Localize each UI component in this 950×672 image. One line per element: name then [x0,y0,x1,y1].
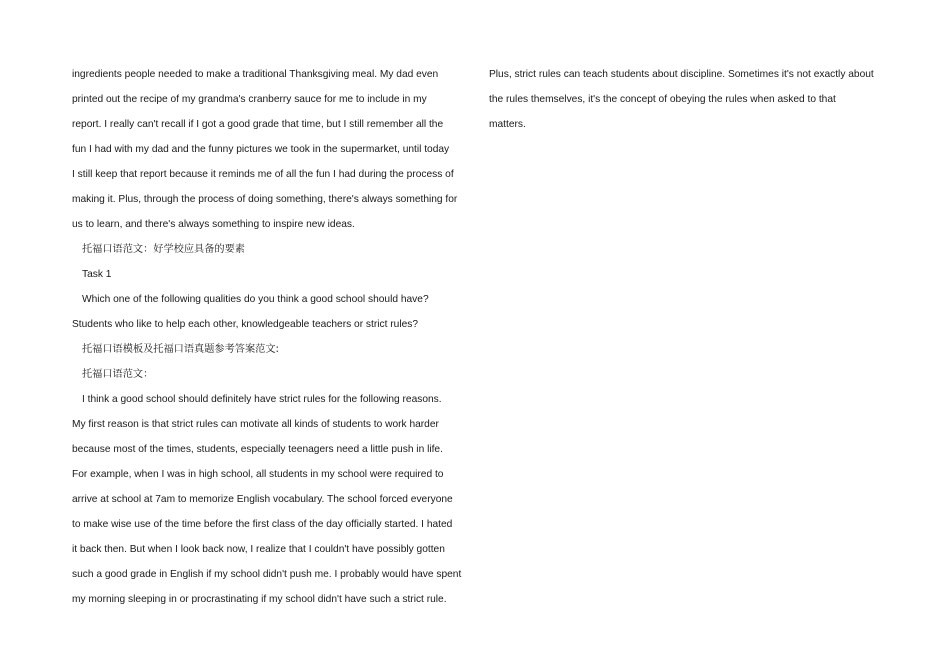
section-heading: 托福口语范文：好学校应具备的要素 [82,244,245,255]
left-column [72,62,464,612]
text-line: matters. [489,119,526,130]
text-line: For example, when I was in high school, all students in my school were required to [72,469,444,480]
text-line: such a good grade in English if my school didn't push me. I probably would have spent [72,569,462,580]
text-line: arrive at school at 7am to memorize English vocabulary. The school forced everyone [72,494,453,505]
text-line: it back then. But when I look back now, I realize that I couldn't have possibly gotten [72,544,445,555]
text-line: Plus, strict rules can teach students about discipline. Sometimes it's not exactly about [489,69,874,80]
text-line: my morning sleeping in or procrastinating if my school didn't have such a strict rule. [72,594,447,605]
question-line: Which one of the following qualities do you think a good school should have? [82,294,429,305]
text-line: us to learn, and there's always something to inspire new ideas. [72,219,355,230]
text-line: I think a good school should definitely have strict rules for the following reasons. [82,394,442,405]
question-line: Students who like to help each other, knowledgeable teachers or strict rules? [72,319,419,330]
sample-heading: 托福口语范文： [82,369,154,380]
text-line: printed out the recipe of my grandma's cranberry sauce for me to include in my [72,94,427,105]
text-line: because most of the times, students, especially teenagers need a little push in life. [72,444,443,455]
text-line: fun I had with my dad and the funny pictures we took in the supermarket, until today [72,144,450,155]
text-line: My first reason is that strict rules can motivate all kinds of students to work harder [72,419,439,430]
text-line: the rules themselves, it's the concept of obeying the rules when asked to that [489,94,836,105]
text-line: ingredients people needed to make a traditional Thanksgiving meal. My dad even [72,69,439,80]
template-heading: 托福口语模板及托福口语真题参考答案范文: [82,344,279,355]
text-line: I still keep that report because it reminds me of all the fun I had during the process of [72,169,454,180]
right-column [489,62,881,137]
task-label: Task 1 [82,269,112,280]
text-line: report. I really can't recall if I got a good grade that time, but I still remember all the [72,119,444,130]
text-line: making it. Plus, through the process of doing something, there's always something for [72,194,458,205]
text-line: to make wise use of the time before the first class of the day officially started. I hated [72,519,453,530]
